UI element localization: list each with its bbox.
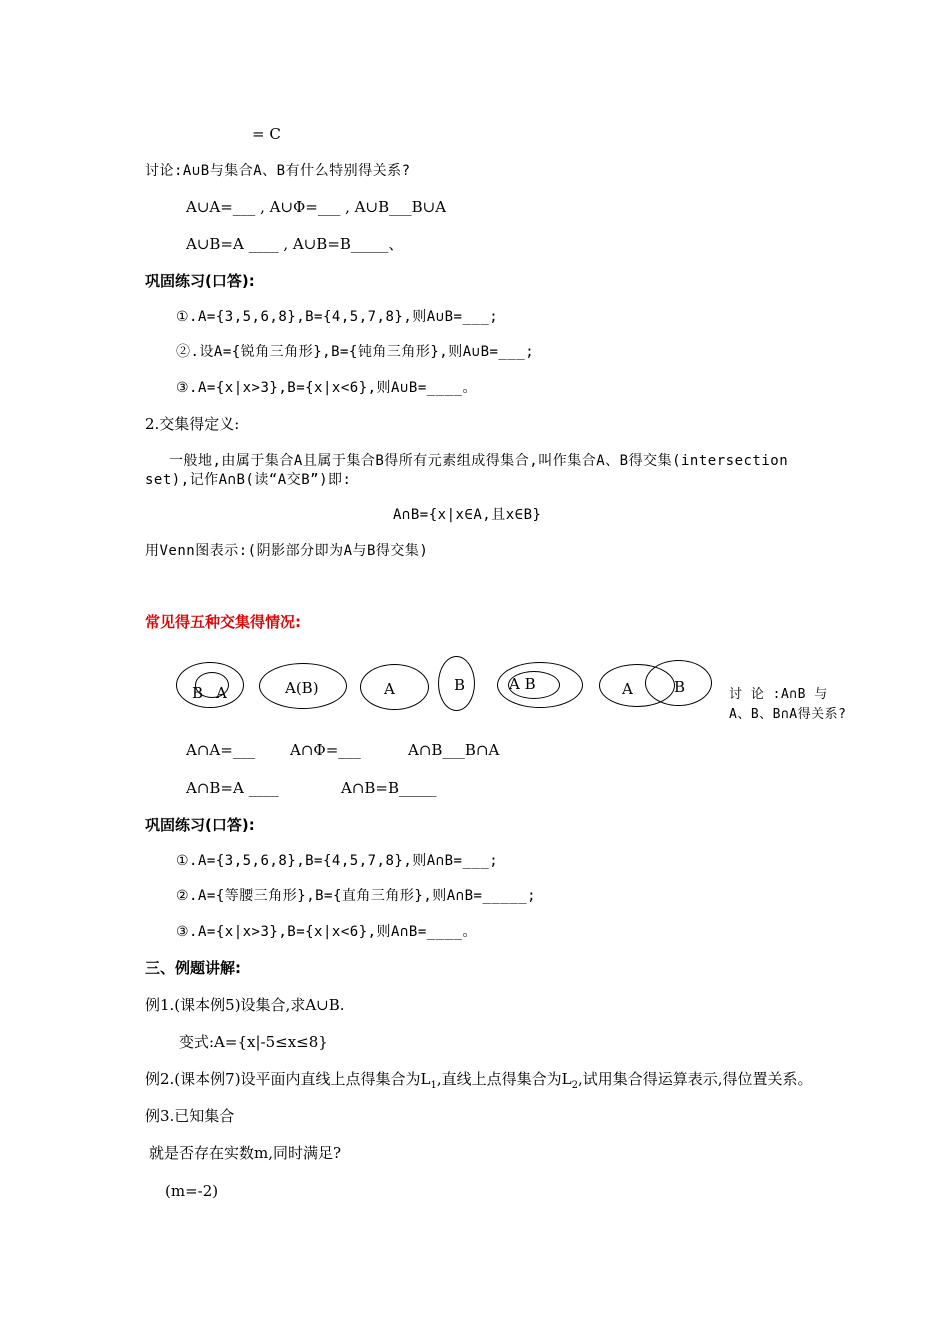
example-2-part-b: ,直线上点得集合为L — [436, 1070, 572, 1088]
venn-note: 用Venn图表示:(阴影部分即为A与B得交集) — [145, 543, 429, 559]
inter-relation-2a: A∩B=A ____ — [186, 779, 279, 797]
venn-4-label: A B — [509, 675, 536, 693]
practice-title-intersection: 巩固练习(口答): — [145, 816, 255, 834]
inter-relation-2b: A∩B=B_____ — [341, 779, 437, 797]
venn-3-label-b: B — [454, 676, 466, 694]
venn-2-label: A(B) — [285, 679, 319, 697]
intersection-definition-title: 2.交集得定义: — [145, 415, 240, 433]
example-1: 例1.(课本例5)设集合,求A∪B. — [145, 996, 345, 1014]
example-3-question: 就是否存在实数m,同时满足? — [149, 1144, 342, 1162]
union-exercise-3: ③.A={x|x>3},B={x|x<6},则A∪B=____。 — [176, 380, 477, 396]
intersection-exercise-2: ②.A={等腰三角形},B={直角三角形},则A∩B=_____; — [176, 888, 537, 904]
definition-line-1: 一般地,由属于集合A且属于集合B得所有元素组成得集合,叫作集合A、B得交集(intersection — [169, 453, 789, 469]
example-3-answer: (m=-2) — [165, 1182, 219, 1200]
venn-5-label-a: A — [622, 680, 633, 698]
inter-relation-1b: A∩Φ=___ — [290, 741, 361, 759]
intersection-exercise-3: ③.A={x|x>3},B={x|x<6},则A∩B=____。 — [176, 924, 477, 940]
example-2-subscript-1: 1 — [430, 1080, 437, 1091]
venn-3-label-a: A — [384, 680, 395, 698]
example-2 — [145, 1069, 813, 1096]
example-2-part-a: 例2.(课本例7)设平面内直线上点得集合为L — [145, 1070, 431, 1088]
example-2-part-c: ,试用集合得运算表示,得位置关系。 — [578, 1070, 813, 1088]
discuss-intersection-line-2: A、B、B∩A得关系? — [729, 707, 847, 722]
union-exercise-2: ②.设A={锐角三角形},B={钝角三角形},则A∪B=___; — [176, 344, 535, 360]
union-relations-1: A∪A=___ , A∪Φ=___ , A∪B___B∪A — [186, 198, 447, 216]
intersection-formula: A∩B={x|x∈A,且x∈B} — [393, 507, 542, 523]
discuss-intersection-line-1: 讨 论 :A∩B 与 — [729, 687, 828, 702]
union-relations-2: A∪B=A ____ , A∪B=B_____、 — [186, 235, 404, 253]
example-2-subscript-2: 2 — [571, 1080, 579, 1091]
intersection-exercise-1: ①.A={3,5,6,8},B={4,5,7,8},则A∩B=___; — [176, 853, 499, 869]
venn-1-label-b: B — [192, 684, 204, 702]
discuss-union-line: 讨论:A∪B与集合A、B有什么特别得关系? — [145, 163, 411, 179]
venn-1-label-a: A — [216, 684, 227, 702]
practice-title-union: 巩固练习(口答): — [145, 272, 255, 290]
example-3: 例3.已知集合 — [145, 1107, 235, 1125]
inter-relation-1c: A∩B___B∩A — [408, 741, 500, 759]
inter-relation-1a: A∩A=___ — [186, 741, 256, 759]
example-1-variant: 变式:A={x|-5≤x≤8} — [179, 1033, 328, 1051]
venn-5-label-b: B — [674, 678, 686, 696]
five-cases-title: 常见得五种交集得情况: — [145, 613, 301, 631]
equals-c-line: = C — [252, 125, 281, 143]
section-3-title: 三、例题讲解: — [145, 959, 241, 977]
definition-line-2: set),记作A∩B(读“A交B”)即: — [145, 472, 352, 488]
union-exercise-1: ①.A={3,5,6,8},B={4,5,7,8},则A∪B=___; — [176, 309, 499, 325]
